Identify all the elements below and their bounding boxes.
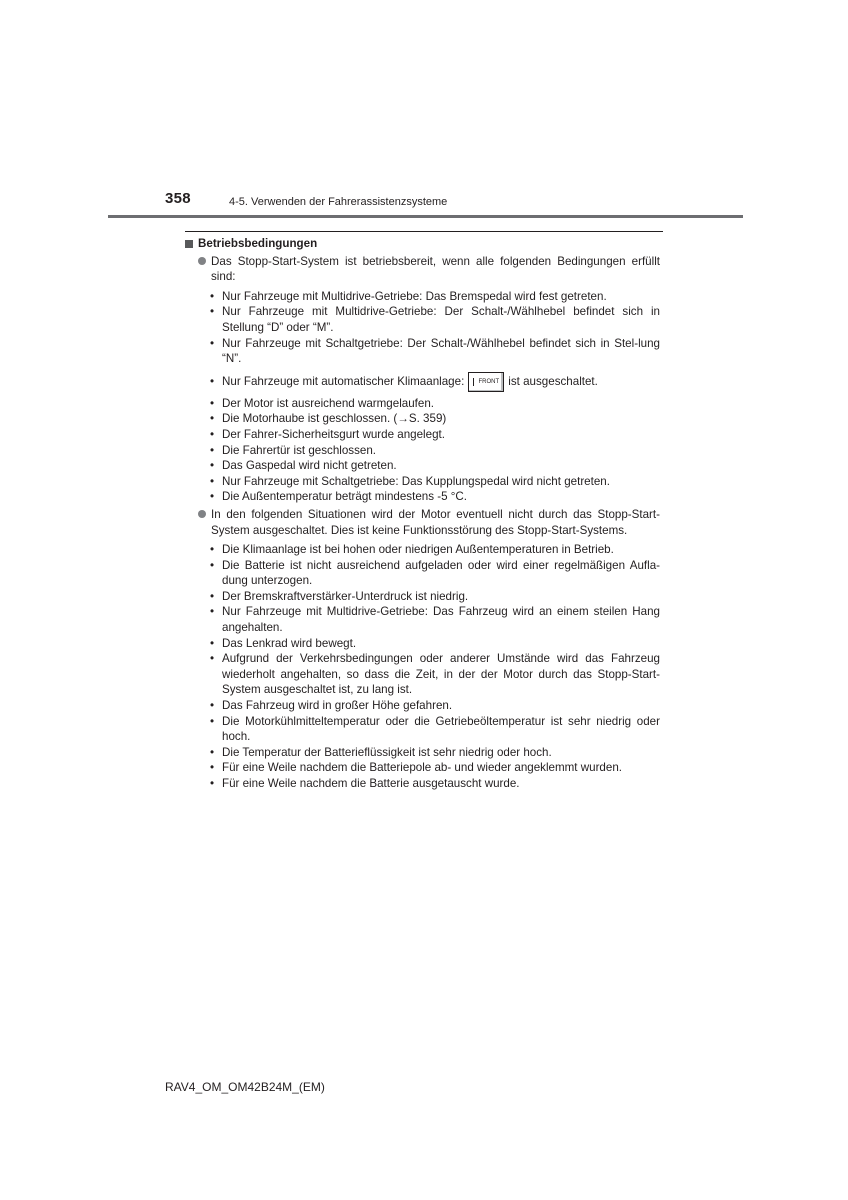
list-item bbox=[185, 368, 663, 396]
list-item-text: Der Bremskraftverstärker-Unterdruck ist niedrig. bbox=[222, 589, 469, 603]
circle-bullet-icon bbox=[198, 257, 206, 265]
list-item-text: Nur Fahrzeuge mit automatischer Klimaanlage: bbox=[222, 374, 465, 388]
header-rule bbox=[108, 215, 743, 218]
list-item bbox=[185, 427, 663, 443]
list-item bbox=[185, 474, 663, 490]
front-defroster-switch-icon bbox=[468, 372, 504, 392]
list-item-text: Die Motorkühlmitteltemperatur oder die Getriebeöltemperatur ist sehr niedrig oder hoch. bbox=[222, 714, 660, 744]
circle-bullet-icon bbox=[198, 510, 206, 518]
circle-bullet-text: In den folgenden Situationen wird der Motor eventuell nicht durch das Stopp-Start-System ausgeschaltet. Dies ist keine Funktionsstörung des Stopp-Start-Systems. bbox=[211, 507, 660, 537]
condition-blocks bbox=[185, 254, 663, 792]
bullet-dot-icon: • bbox=[210, 636, 215, 650]
list-item bbox=[185, 336, 663, 367]
list-item bbox=[185, 489, 663, 505]
bullet-dot-icon: • bbox=[210, 459, 215, 473]
bullet-dot-icon: • bbox=[210, 761, 215, 775]
list-item-text: Die Temperatur der Batterieflüssigkeit ist sehr niedrig oder hoch. bbox=[222, 745, 552, 759]
list-item bbox=[185, 289, 663, 305]
list-item bbox=[185, 604, 663, 635]
list-item-text: ist ausgeschaltet. bbox=[508, 374, 598, 388]
bullet-dot-icon: • bbox=[210, 714, 215, 728]
list-item-text: Der Fahrer-Sicherheitsgurt wurde angelegt. bbox=[222, 427, 445, 441]
bullet-dot-icon: • bbox=[210, 474, 215, 488]
list-item bbox=[185, 542, 663, 558]
list-item-text: Die Motorhaube ist geschlossen. (→S. 359) bbox=[222, 412, 447, 426]
footer-code: RAV4_OM_OM42B24M_(EM) bbox=[165, 1080, 325, 1094]
list-item-text: Nur Fahrzeuge mit Multidrive-Getriebe: Das Bremspedal wird fest getreten. bbox=[222, 289, 607, 303]
square-bullet-icon bbox=[185, 240, 193, 248]
bullet-dot-icon: • bbox=[210, 589, 215, 603]
list-item bbox=[185, 714, 663, 745]
bullet-dot-icon: • bbox=[210, 305, 215, 319]
switch-indicator-icon bbox=[473, 378, 474, 386]
bullet-dot-icon: • bbox=[210, 374, 215, 388]
list-item-text: Nur Fahrzeuge mit Multidrive-Getriebe: Der Schalt-/Wählhebel befindet sich in Stellung “D” oder “M”. bbox=[222, 305, 660, 334]
list-item-text: Aufgrund der Verkehrsbedingungen oder anderer Umstände wird das Fahrzeug wiederholt angehalten, so dass die Zeit, in der der Motor durch das Stopp-Start-System ausgeschaltet ist, zu lang ist. bbox=[222, 652, 660, 697]
list-item-text: Das Gaspedal wird nicht getreten. bbox=[222, 459, 397, 473]
list-item bbox=[185, 558, 663, 589]
list-item bbox=[185, 636, 663, 652]
bullet-dot-icon: • bbox=[210, 412, 215, 426]
condition-list bbox=[185, 289, 663, 505]
list-item-text: Für eine Weile nachdem die Batteriepole ab- und wieder angeklemmt wurden. bbox=[222, 761, 622, 775]
section-rule bbox=[185, 231, 663, 232]
bullet-dot-icon: • bbox=[210, 605, 215, 619]
list-item bbox=[185, 745, 663, 761]
bullet-dot-icon: • bbox=[210, 558, 215, 572]
list-item bbox=[185, 443, 663, 459]
list-item-text: Die Batterie ist nicht ausreichend aufgeladen oder wird einer regelmäßigen Aufla-dung unterzogen. bbox=[222, 558, 660, 588]
bullet-dot-icon: • bbox=[210, 777, 215, 790]
condition-list bbox=[185, 542, 663, 792]
list-item-text: Die Fahrertür ist geschlossen. bbox=[222, 443, 377, 457]
bullet-dot-icon: • bbox=[210, 289, 215, 303]
circle-bullet-text: Das Stopp-Start-System ist betriebsbereit, wenn alle folgenden Bedingungen erfüllt sind: bbox=[211, 254, 660, 284]
page-content bbox=[185, 236, 663, 792]
list-item bbox=[185, 396, 663, 412]
list-item-text: Die Klimaanlage ist bei hohen oder niedrigen Außentemperaturen in Betrieb. bbox=[222, 543, 614, 557]
list-item bbox=[185, 411, 663, 427]
bullet-dot-icon: • bbox=[210, 745, 215, 759]
list-item-text: Das Fahrzeug wird in großer Höhe gefahren. bbox=[222, 699, 453, 713]
section-heading-text: Betriebsbedingungen bbox=[198, 237, 318, 250]
bullet-dot-icon: • bbox=[210, 396, 215, 410]
bullet-dot-icon: • bbox=[210, 336, 215, 350]
list-item-text: Das Lenkrad wird bewegt. bbox=[222, 636, 357, 650]
bullet-dot-icon: • bbox=[210, 652, 215, 666]
list-item-text: Nur Fahrzeuge mit Schaltgetriebe: Das Kupplungspedal wird nicht getreten. bbox=[222, 474, 610, 488]
list-item bbox=[185, 651, 663, 698]
bullet-dot-icon: • bbox=[210, 699, 215, 713]
list-item-text: Der Motor ist ausreichend warmgelaufen. bbox=[222, 396, 435, 410]
list-item-text: Die Außentemperatur beträgt mindestens -5 °C. bbox=[222, 490, 468, 504]
front-defroster-label: FRONT bbox=[478, 378, 500, 385]
list-item-text: Nur Fahrzeuge mit Schaltgetriebe: Der Schalt-/Wählhebel befindet sich in Stel-lung “N”. bbox=[222, 336, 660, 366]
bullet-dot-icon: • bbox=[210, 490, 215, 504]
circle-bullet-item bbox=[185, 507, 663, 538]
list-item bbox=[185, 304, 663, 335]
section-heading bbox=[185, 236, 663, 252]
list-item bbox=[185, 760, 663, 776]
circle-bullet-item bbox=[185, 254, 663, 285]
list-item bbox=[185, 589, 663, 605]
list-item-text: Für eine Weile nachdem die Batterie ausgetauscht wurde. bbox=[222, 777, 520, 790]
bullet-dot-icon: • bbox=[210, 543, 215, 557]
chapter-title: 4-5. Verwenden der Fahrerassistenzsysteme bbox=[229, 196, 448, 208]
page-number: 358 bbox=[165, 190, 191, 207]
list-item bbox=[185, 698, 663, 714]
bullet-dot-icon: • bbox=[210, 443, 215, 457]
list-item bbox=[185, 458, 663, 474]
bullet-dot-icon: • bbox=[210, 427, 215, 441]
list-item bbox=[185, 776, 663, 792]
list-item-text: Nur Fahrzeuge mit Multidrive-Getriebe: Das Fahrzeug wird an einem steilen Hang angehalten. bbox=[222, 605, 660, 635]
